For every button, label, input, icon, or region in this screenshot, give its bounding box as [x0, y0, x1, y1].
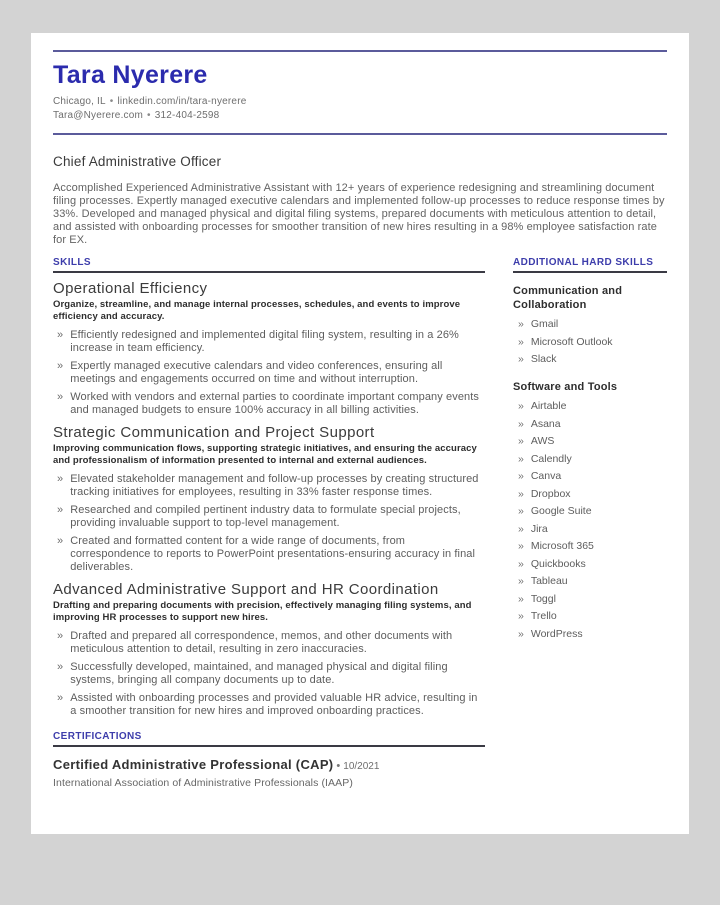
bullet-marker-icon: »: [57, 535, 64, 547]
hard-skill-text: Trello: [530, 610, 557, 622]
bullet-marker-icon: »: [518, 435, 524, 447]
resume-page: [31, 33, 689, 834]
bullet-marker-icon: »: [57, 661, 64, 673]
section-heading-skills: SKILLS: [53, 257, 485, 273]
skill-bullet: [53, 504, 485, 530]
bullet-marker-icon: »: [57, 692, 64, 704]
hard-skill-item: [513, 435, 667, 447]
skill-bullet-text: Drafted and prepared all correspondence, memos, and other documents with meticulous attention to detail, resulting in zero inaccuracies.: [70, 630, 453, 655]
section-heading-additional-hard-skills: ADDITIONAL HARD SKILLS: [513, 257, 667, 273]
bullet-marker-icon: »: [518, 575, 524, 587]
bullet-marker-icon: »: [57, 504, 64, 516]
bullet-marker-icon: »: [518, 335, 524, 348]
hard-skills-list: [513, 400, 667, 640]
hard-skill-item: [513, 488, 667, 500]
bullet-marker-icon: »: [518, 557, 524, 570]
hard-skill-item: [513, 418, 667, 430]
skill-group-operational-efficiency: [53, 280, 485, 417]
skill-bullet-text: Successfully developed, maintained, and managed physical and digital filing systems, bringing all company documents up to date.: [70, 661, 448, 686]
skill-group-advanced-admin-hr: [53, 581, 485, 718]
hard-skill-item: [513, 575, 667, 587]
job-title: Chief Administrative Officer: [53, 154, 222, 169]
phone-text: 312-404-2598: [154, 110, 220, 121]
hard-skill-text: Microsoft 365: [530, 540, 594, 552]
hard-skill-text: Airtable: [530, 400, 567, 412]
skill-bullet-list: [53, 473, 485, 574]
bullet-marker-icon: »: [57, 473, 64, 485]
skills-column: [53, 257, 485, 789]
contact-line-2: [53, 109, 667, 123]
skill-bullet-text: Efficiently redesigned and implemented digital filing system, resulting in a 26% increase in team efficiency.: [70, 329, 459, 354]
bullet-marker-icon: »: [518, 452, 524, 465]
hard-skill-item: [513, 523, 667, 535]
skill-bullet: [53, 661, 485, 687]
contact-separator: •: [109, 96, 114, 107]
hard-skill-text: Microsoft Outlook: [530, 335, 613, 348]
bullet-marker-icon: »: [518, 505, 524, 517]
hard-skill-item: [513, 336, 667, 348]
certification-date: 10/2021: [343, 761, 380, 772]
hard-skill-item: [513, 400, 667, 412]
skill-group-title: Strategic Communication and Project Support: [53, 424, 375, 441]
skill-bullet: [53, 329, 485, 355]
hard-skill-text: Canva: [530, 470, 562, 482]
bullet-marker-icon: »: [518, 540, 524, 552]
certification-issuer: International Association of Administrative Professionals (IAAP): [53, 777, 353, 789]
hard-skill-text: Calendly: [530, 452, 572, 465]
skill-bullet-text: Created and formatted content for a wide range of documents, from correspondence to reports to PowerPoint presentations-ensuring accuracy in final deliverables.: [70, 535, 476, 573]
top-rule: [53, 50, 667, 52]
bullet-marker-icon: »: [518, 400, 524, 412]
hard-skill-item: [513, 593, 667, 605]
hard-skill-item: [513, 453, 667, 465]
skill-group-description: Organize, streamline, and manage internal processes, schedules, and events to improve efficiency and accuracy.: [53, 299, 461, 322]
additional-hard-skills-column: [513, 257, 667, 789]
linkedin-text: linkedin.com/in/tara-nyerere: [117, 96, 247, 107]
skill-bullet-text: Assisted with onboarding processes and provided valuable HR advice, resulting in a smoother transition for new hires and improved onboarding practices.: [70, 692, 478, 717]
skill-bullet-list: [53, 329, 485, 417]
skill-bullet: [53, 360, 485, 386]
hard-skill-text: AWS: [530, 435, 555, 447]
hard-skill-text: Jira: [530, 522, 548, 535]
bullet-marker-icon: »: [57, 360, 64, 372]
certification-separator: •: [336, 760, 341, 772]
bullet-marker-icon: »: [518, 627, 524, 640]
hard-skill-item: [513, 470, 667, 482]
skill-bullet: [53, 692, 485, 718]
location-text: Chicago, IL: [53, 96, 106, 107]
hard-skill-text: WordPress: [530, 627, 583, 640]
bullet-marker-icon: »: [518, 417, 524, 430]
bullet-marker-icon: »: [518, 592, 524, 605]
skill-bullet-list: [53, 630, 485, 718]
hard-skill-item: [513, 353, 667, 365]
bullet-marker-icon: »: [57, 329, 64, 341]
bullet-marker-icon: »: [518, 522, 524, 535]
skill-group-description: Drafting and preparing documents with precision, effectively managing filing systems, and improving HR processes to support new hires.: [53, 600, 472, 623]
skill-bullet-text: Expertly managed executive calendars and video conferences, ensuring all meetings and engagements occurred on time and without interruption.: [70, 360, 443, 385]
hard-skill-text: Tableau: [530, 575, 568, 587]
skill-bullet: [53, 473, 485, 499]
hard-skill-item: [513, 540, 667, 552]
skill-bullet: [53, 391, 485, 417]
contact-line-1: [53, 95, 667, 109]
summary-text: Accomplished Experienced Administrative Assistant with 12+ years of experience redesigning and streamlining document filing processes. Expertly managed executive calendars and implemented follow-up processes to reduce response times by 33%. Developed and managed physical and digital filing systems, prepared documents with meticulous attention to detail, and assisted with onboarding processes for smoother transition of new hires resulting in a 98% employee satisfaction rate for EX.: [53, 182, 665, 246]
hard-skill-text: Quickbooks: [530, 557, 586, 570]
hard-skills-group-title-software: Software and Tools: [513, 381, 618, 393]
candidate-name: Tara Nyerere: [53, 61, 208, 89]
bullet-marker-icon: »: [57, 630, 64, 642]
skill-group-title: Operational Efficiency: [53, 280, 208, 297]
bullet-marker-icon: »: [518, 470, 524, 482]
hard-skill-text: Google Suite: [530, 505, 592, 517]
hard-skills-list: [513, 318, 667, 365]
bullet-marker-icon: »: [518, 487, 524, 500]
hard-skill-text: Dropbox: [530, 487, 571, 500]
hard-skill-text: Gmail: [530, 318, 559, 330]
hard-skill-text: Toggl: [530, 592, 556, 605]
email-text: Tara@Nyerere.com: [53, 110, 144, 121]
bullet-marker-icon: »: [518, 318, 524, 330]
section-heading-certifications: CERTIFICATIONS: [53, 731, 485, 747]
skill-bullet-text: Elevated stakeholder management and follow-up processes by creating structured tracking initiatives for employees, resulting in 33% faster response times.: [70, 473, 479, 498]
skill-group-strategic-communication: [53, 424, 485, 574]
certifications-section: [53, 731, 485, 789]
certification-entry: [53, 756, 485, 774]
skill-bullet-text: Worked with vendors and external parties to coordinate important company events and managed budgets to ensure 100% accuracy in all billing activities.: [70, 391, 480, 416]
hard-skill-text: Slack: [530, 353, 557, 365]
bullet-marker-icon: »: [57, 391, 64, 403]
skill-bullet: [53, 535, 485, 574]
bullet-marker-icon: »: [518, 353, 524, 365]
bullet-marker-icon: »: [518, 610, 524, 622]
hard-skill-item: [513, 628, 667, 640]
contact-block: [53, 95, 667, 123]
skill-group-description: Improving communication flows, supporting strategic initiatives, and ensuring the accuracy and professionalism of information presented to internal and external audiences.: [53, 443, 477, 466]
skill-bullet-text: Researched and compiled pertinent industry data to formulate special projects, providing invaluable support to top-level management.: [70, 504, 461, 529]
certification-name: Certified Administrative Professional (CAP): [53, 757, 334, 772]
hard-skill-item: [513, 610, 667, 622]
content-columns: [53, 257, 667, 789]
hard-skill-item: [513, 318, 667, 330]
skill-bullet: [53, 630, 485, 656]
hard-skill-item: [513, 505, 667, 517]
skill-group-title: Advanced Administrative Support and HR Coordination: [53, 581, 439, 598]
hard-skill-text: Asana: [530, 417, 561, 430]
contact-separator: •: [147, 110, 151, 121]
header-bottom-rule: [53, 133, 667, 135]
hard-skill-item: [513, 558, 667, 570]
hard-skills-group-title-communication: Communication and Collaboration: [513, 285, 623, 311]
